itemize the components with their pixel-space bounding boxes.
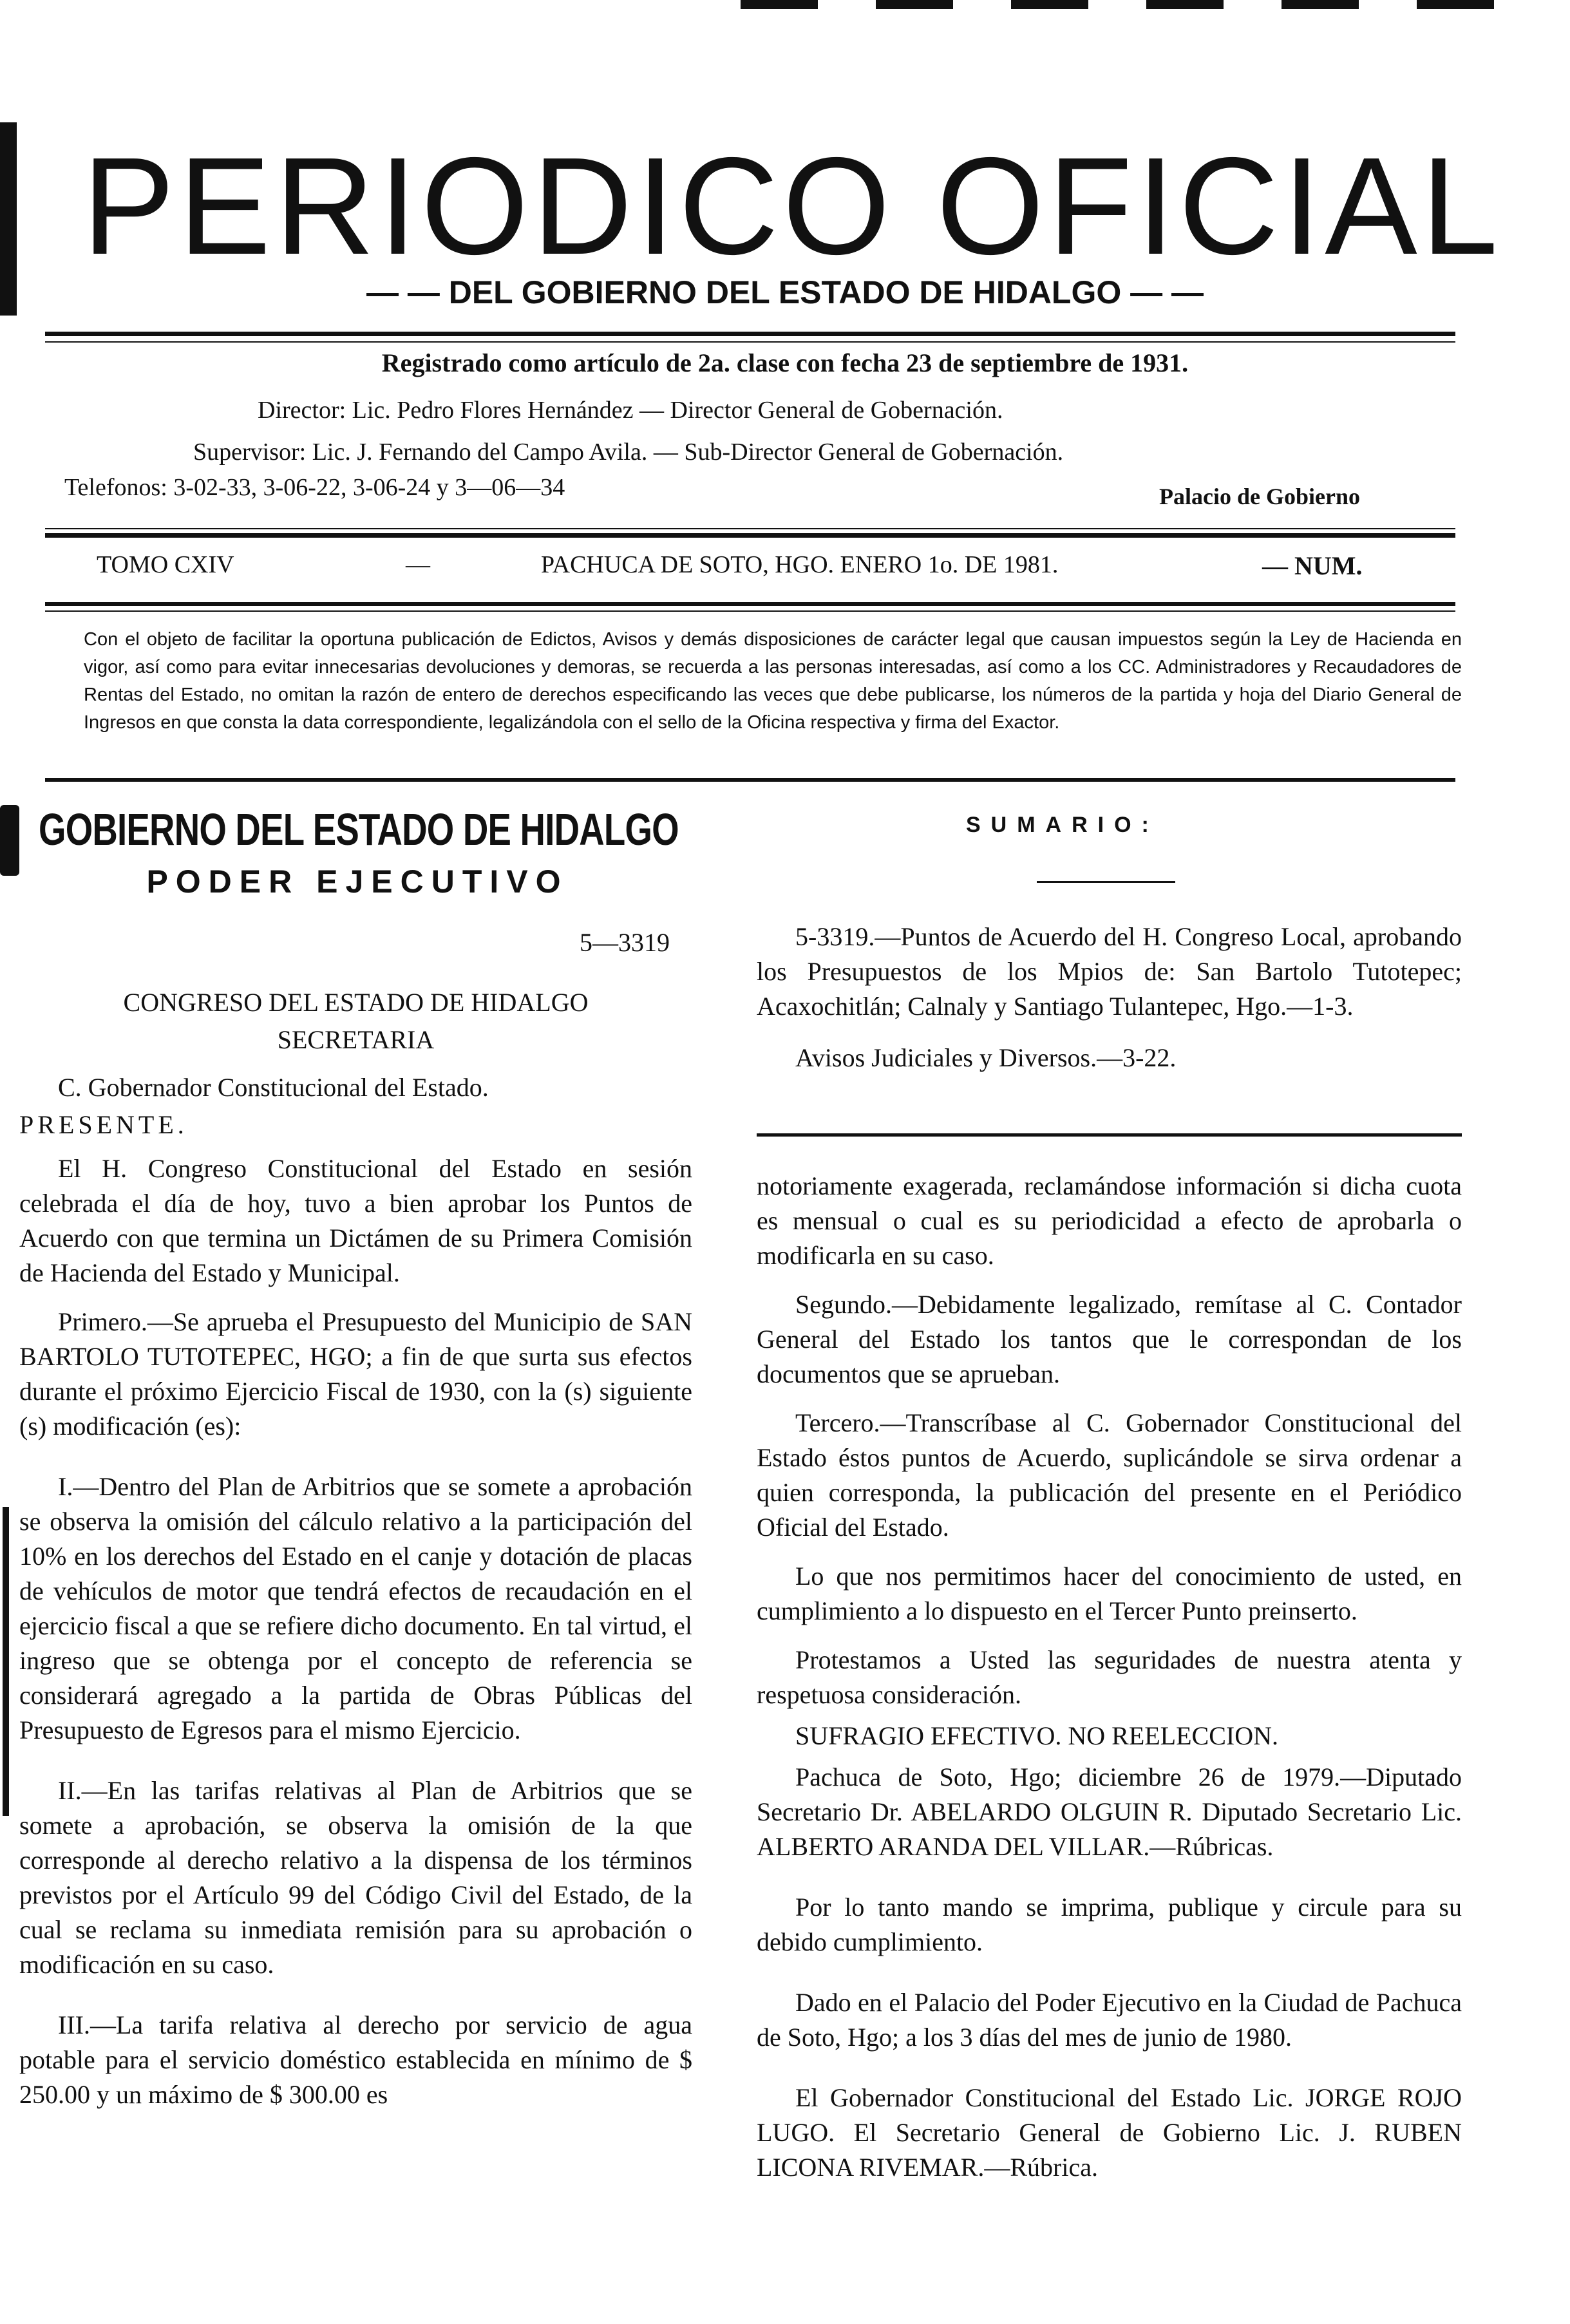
right-paragraph-9: El Gobernador Constitucional del Estado Lic. JORGE ROJO LUGO. El Secretario General de Gobierno Lic. J. RUBEN LICONA RIVEMAR.—Rúbrica. [757, 2083, 1462, 2182]
government-heading: GOBIERNO DEL ESTADO DE HIDALGO [39, 804, 679, 855]
supervisor-line: Supervisor: Lic. J. Fernando del Campo Avila. — Sub-Director General de Gobernación. [193, 439, 1064, 466]
summary-avisos: Avisos Judiciales y Diversos.—3-22. [795, 1043, 1177, 1072]
right-paragraph-3: Tercero.—Transcríbase al C. Gobernador Constitucional del Estado éstos puntos de Acuerdo, suplicándole se sirva ordenar a quien corresponda, la publicación del presente en el Periódico Oficial del Estado. [757, 1408, 1462, 1542]
right-paragraph-4: Lo que nos permitimos hacer del conocimiento de usted, en cumplimiento a lo dispuesto en el Tercer Punto preinserto. [757, 1562, 1462, 1625]
rule [45, 778, 1455, 782]
issue-tomo: TOMO CXIV [97, 551, 234, 578]
masthead-subtitle: — — DEL GOBIERNO DEL ESTADO DE HIDALGO — — [366, 274, 1204, 310]
rule [45, 341, 1455, 343]
motto: SUFRAGIO EFECTIVO. NO REELECCION. [795, 1721, 1278, 1750]
secretariat-title: SECRETARIA [277, 1025, 435, 1054]
left-paragraph-5: III.—La tarifa relativa al derecho por servicio de agua potable para el servicio doméstico establecida en mínimo de $ 250.00 y un máximo de $ 300.00 es [19, 2010, 692, 2109]
phones-line: Telefonos: 3-02-33, 3-06-22, 3-06-24 y 3—06—34 [64, 474, 565, 501]
addressee: C. Gobernador Constitucional del Estado. [58, 1073, 489, 1102]
left-paragraph-2: Primero.—Se aprueba el Presupuesto del Municipio de SAN BARTOLO TUTOTEPEC, HGO; a fin de que surta sus efectos durante el próximo Ejercicio Fiscal de 1930, con la (s) siguiente (s) modificación (es): [19, 1307, 692, 1441]
scan-mark [0, 805, 19, 876]
right-paragraph-7: Por lo tanto mando se imprima, publique y circule para su debido cumplimiento. [757, 1893, 1462, 1956]
right-paragraph-1: notoriamente exagerada, reclamándose información si dicha cuota es mensual o cual es su periodicidad a efecto de aprobarla o modificarla en su caso. [757, 1171, 1462, 1270]
rule [45, 533, 1455, 538]
rule [45, 610, 1455, 612]
rule [757, 1133, 1462, 1137]
palace-label: Palacio de Gobierno [1159, 484, 1360, 509]
summary-block [757, 920, 1462, 1090]
left-paragraph-3: I.—Dentro del Plan de Arbitrios que se somete a aprobación se observa la omisión del cálculo relativo a la participación del 10% en los derechos del Estado en el canje y dotación de placas de vehículos de motor que tendrá efectos de recaudación en el ejercicio fiscal a que se refiere dicho documento. En tal virtud, el ingreso que se obtenga por el concepto de referencia se considerará agregado a la partida de Obras Públicas del Presupuesto de Egresos para el mismo Ejercicio. [19, 1472, 692, 1744]
issue-number: — NUM. [1262, 551, 1363, 580]
issue-place-date: PACHUCA DE SOTO, HGO. ENERO 1o. DE 1981. [541, 551, 1059, 578]
executive-heading: PODER EJECUTIVO [146, 864, 569, 900]
issue-dash: — [406, 551, 430, 578]
rule [45, 528, 1455, 529]
right-paragraph-6: Pachuca de Soto, Hgo; diciembre 26 de 1979.—Diputado Secretario Dr. ABELARDO OLGUIN R. Diputado Secretario Lic. ALBERTO ARANDA DEL VILLAR.—Rúbricas. [757, 1762, 1462, 1861]
notice-paragraph: Con el objeto de facilitar la oportuna publicación de Edictos, Avisos y demás disposiciones de carácter legal que causan impuestos según la Ley de Hacienda en vigor, así como para evitar innecesarias devoluciones y demoras, se recuerda a las personas interesadas, así como a los CC. Administradores y Recaudadores de Rentas del Estado, no omitan la razón de entero de derechos especificando las veces que debe publicarse, los números de la partida y hoja del Diario General de Ingresos en que consta la data correspondiente, legalizándola con el sello de la Oficina respectiva y firma del Exactor. [84, 629, 1462, 733]
scan-mark [741, 0, 1513, 9]
right-column [757, 1169, 1462, 2199]
right-paragraph-8: Dado en el Palacio del Poder Ejecutivo en la Ciudad de Pachuca de Soto, Hgo; a los 3 días del mes de junio de 1980. [757, 1988, 1462, 2052]
rule [45, 332, 1455, 336]
left-paragraph-4: II.—En las tarifas relativas al Plan de Arbitrios que se somete a aprobación, se observa la omisión de la que corresponde al derecho relativo a la dispensa de los términos previstos por el Artículo 99 del Código Civil del Estado, de la cual se reclama su inmediata remisión para su aprobación o modificación en su caso. [19, 1776, 692, 1979]
director-line: Director: Lic. Pedro Flores Hernández — Director General de Gobernación. [258, 397, 1003, 424]
rule [45, 602, 1455, 606]
summary-entry: 5-3319.—Puntos de Acuerdo del H. Congreso Local, aprobando los Presupuestos de los Mpios de: San Bartolo Tutotepec; Acaxochitlán; Calnaly y Santiago Tulantepec, Hgo.—1-3. [757, 922, 1462, 1021]
document-reference: 5—3319 [580, 928, 670, 957]
right-paragraph-5: Protestamos a Usted las seguridades de nuestra atenta y respetuosa consideración. [757, 1645, 1462, 1709]
masthead-title: PERIODICO OFICIAL [82, 128, 1502, 283]
congress-title: CONGRESO DEL ESTADO DE HIDALGO [123, 988, 589, 1017]
rule [1037, 881, 1175, 883]
left-column [19, 985, 692, 2126]
left-paragraph-1: El H. Congreso Constitucional del Estado en sesión celebrada el día de hoy, tuvo a bien aprobar los Puntos de Acuerdo con que termina un Dictámen de su Primera Comisión de Hacienda del Estado y Municipal. [19, 1154, 692, 1287]
registration-line: Registrado como artículo de 2a. clase con fecha 23 de septiembre de 1931. [381, 348, 1189, 377]
right-paragraph-2: Segundo.—Debidamente legalizado, remítase al C. Contador General del Estado los tantos que le correspondan de los documentos que se aprueban. [757, 1290, 1462, 1388]
scan-mark [3, 1507, 9, 1816]
presente-label: PRESENTE. [19, 1110, 188, 1139]
summary-heading: SUMARIO: [966, 813, 1159, 837]
